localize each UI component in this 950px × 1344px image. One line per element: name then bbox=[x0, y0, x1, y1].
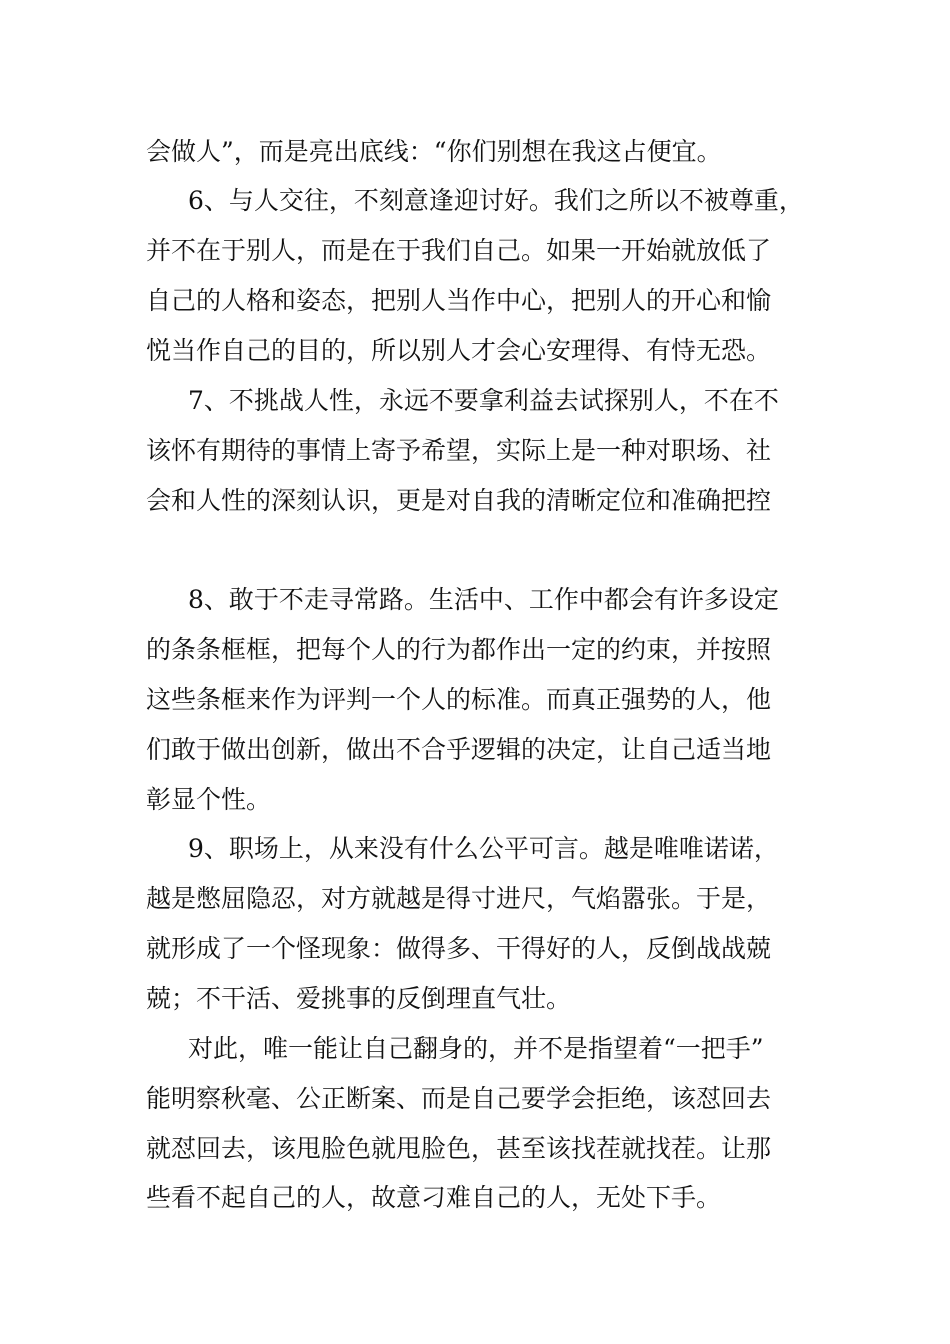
text-line: 就形成了一个怪现象：做得多、干得好的人，反倒战战兢 bbox=[146, 934, 772, 963]
text-line: 对此，唯一能让自己翻身的，并不是指望着“一把手” bbox=[188, 1034, 764, 1063]
text-line: 们敢于做出创新，做出不合乎逻辑的决定，让自己适当地 bbox=[146, 735, 772, 764]
text-line: 自己的人格和姿态，把别人当作中心，把别人的开心和愉 bbox=[146, 286, 772, 315]
text-line: 些看不起自己的人，故意刁难自己的人，无处下手。 bbox=[146, 1183, 722, 1212]
text-line: 越是憋屈隐忍，对方就越是得寸进尺，气焰嚣张。于是， bbox=[146, 884, 772, 913]
text-line: 能明察秋毫、公正断案、而是自己要学会拒绝，该怼回去 bbox=[146, 1084, 772, 1113]
text-line: 的条条框框，把每个人的行为都作出一定的约束，并按照 bbox=[146, 635, 772, 664]
text-line: 会做人”，而是亮出底线：“你们别想在我这占便宜。 bbox=[146, 137, 722, 166]
text-line: 7、不挑战人性，永远不要拿利益去试探别人，不在不 bbox=[188, 386, 779, 415]
text-line: 8、敢于不走寻常路。生活中、工作中都会有许多设定 bbox=[188, 585, 779, 614]
text-line: 会和人性的深刻认识，更是对自我的清晰定位和准确把控 bbox=[146, 486, 772, 515]
text-line: 兢；不干活、爱挑事的反倒理直气壮。 bbox=[146, 984, 572, 1013]
text-line: 该怀有期待的事情上寄予希望，实际上是一种对职场、社 bbox=[146, 436, 772, 465]
text-line: 并不在于别人，而是在于我们自己。如果一开始就放低了 bbox=[146, 236, 772, 265]
text-line: 这些条框来作为评判一个人的标准。而真正强势的人，他 bbox=[146, 685, 772, 714]
text-line: 悦当作自己的目的，所以别人才会心安理得、有恃无恐。 bbox=[146, 336, 772, 365]
text-line: 9、职场上，从来没有什么公平可言。越是唯唯诺诺， bbox=[188, 834, 779, 863]
text-line: 就怼回去，该甩脸色就甩脸色，甚至该找茬就找茬。让那 bbox=[146, 1134, 772, 1163]
text-line: 彰显个性。 bbox=[146, 785, 272, 814]
text-line: 6、与人交往，不刻意逢迎讨好。我们之所以不被尊重， bbox=[188, 186, 804, 215]
